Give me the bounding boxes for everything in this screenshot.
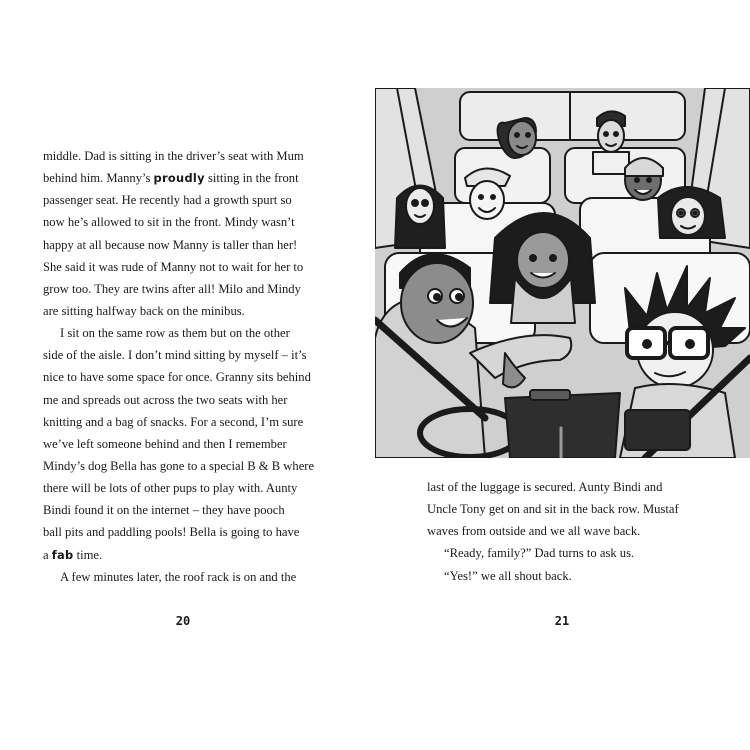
text-line: passenger seat. He recently had a growth spurt so [43,193,292,208]
text-line: happy at all because now Manny is taller than her! [43,237,298,252]
text-line: She said it was rude of Manny not to wait for her to [43,259,304,274]
emphasis-word-fab: fab [51,547,74,562]
text-line: me and spreads out across the two seats with her [43,392,288,407]
text-line: last of the luggage is secured. Aunty Bindi and [427,480,663,494]
paragraph-start-line: “Ready, family?” Dad turns to ask us. [444,546,635,561]
text-line: behind him. Manny’s proudly sitting in the front [43,171,299,186]
text-line: Mindy’s dog Bella has gone to a special B & B where [43,458,315,473]
paragraph-start-line: I sit on the same row as them but on the other [60,326,290,341]
text-line: are sitting halfway back on the minibus. [43,303,245,318]
text-line: knitting and a bag of snacks. For a second, I’m sure [43,414,304,429]
family-minibus-illustration [375,88,750,458]
paragraph-start-line: “Yes!” we all shout back. [444,568,572,583]
paragraph-start-line: A few minutes later, the roof rack is on and the [60,569,297,584]
text-line: Uncle Tony get on and sit in the back row. Mustaf [427,502,679,517]
text-line: ball pits and paddling pools! Bella is going to have [43,525,300,540]
text-line: there will be lots of other pups to play with. Aunty [43,481,298,496]
text-line: we’ve left someone behind and then I remember [43,436,287,451]
page-number-left: 20 [175,614,191,628]
left-page-text [43,145,328,588]
text-line: waves from outside and we all wave back. [427,524,641,539]
text-line: now he’s allowed to sit in the front. Mindy wasn’t [43,215,295,230]
text-line: middle. Dad is sitting in the driver’s seat with Mum [43,149,304,163]
text-line: nice to have some space for once. Granny sits behind [43,370,311,385]
right-page-text [427,476,727,587]
right-page [375,0,750,750]
text-line: Bindi found it on the internet – they have pooch [43,503,285,518]
text-line: side of the aisle. I don’t mind sitting by myself – it’s [43,348,307,363]
text-line: grow too. They are twins after all! Milo and Mindy [43,281,301,296]
emphasis-word-proudly: proudly [153,171,205,186]
page-number-right: 21 [554,614,570,628]
text-line: a fab time. [43,547,103,562]
